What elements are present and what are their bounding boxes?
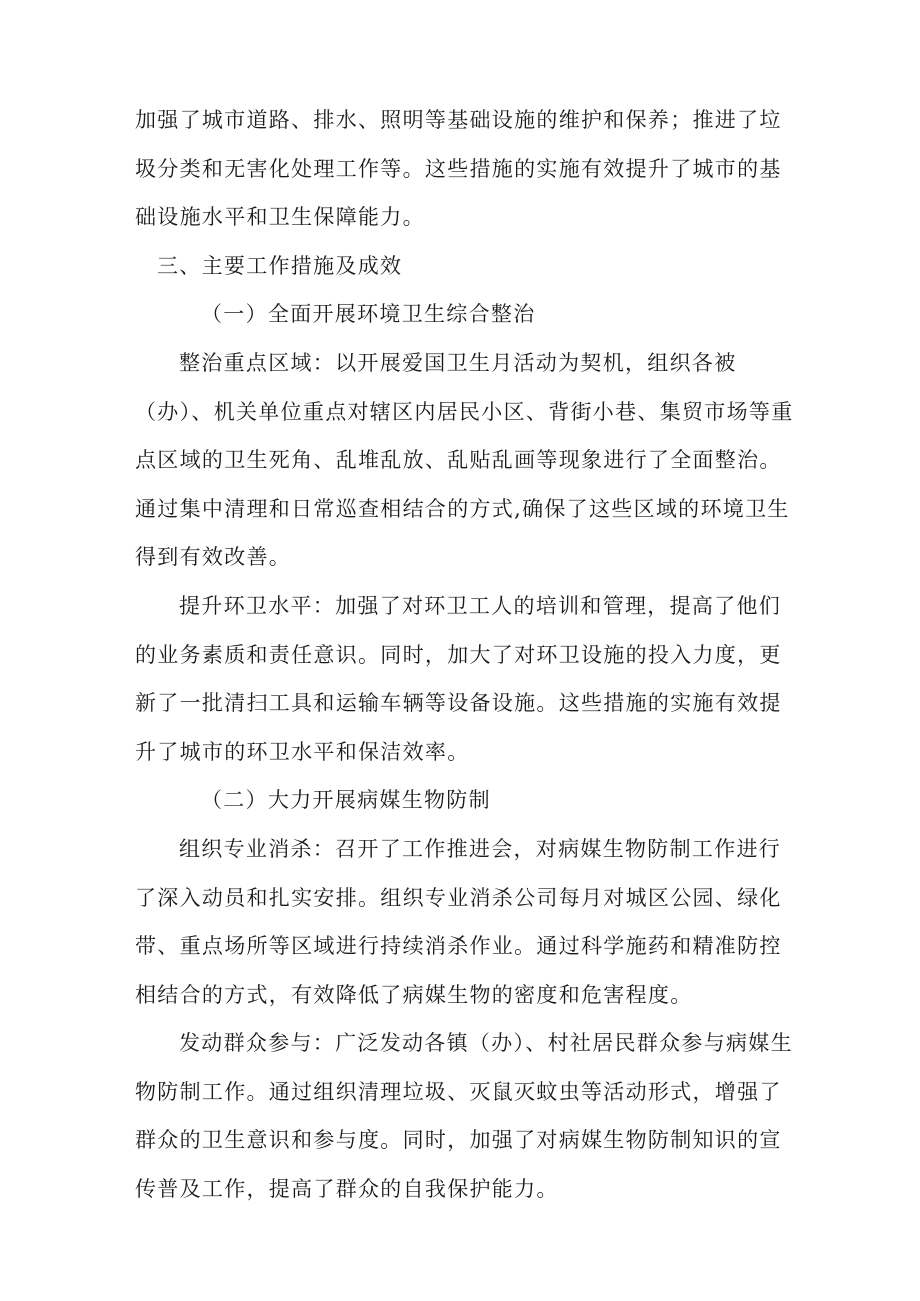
- paragraph-sanitation-level: 提升环卫水平：加强了对环卫工人的培训和管理，提高了他们的业务素质和责任意识。同时，加大了对环卫设施的投入力度，更新了一批清扫工具和运输车辆等设备设施。这些措施的实施有效提升了城市的环卫水平和保洁效率。: [135, 593, 782, 764]
- subsection-heading-1: （一）全面开展环境卫生综合整治: [201, 302, 536, 327]
- paragraph-key-areas: 整治重点区域：以开展爱国卫生月活动为契机，组织各被（办）、机关单位重点对辖区内居民小区、背街小巷、集贸市场等重点区域的卫生死角、乱堆乱放、乱贴乱画等现象进行了全面整治。通过集中清理和日常巡查相结合的方式,确保了这些区域的环境卫生得到有效改善。: [135, 350, 794, 570]
- paragraph-public-participation: 发动群众参与：广泛发动各镇（办）、村社居民群众参与病媒生物防制工作。通过组织清理垃圾、灭鼠灭蚊虫等活动形式，增强了群众的卫生意识和参与度。同时，加强了对病媒生物防制知识的宣传普及工作，提高了群众的自我保护能力。: [135, 1031, 793, 1202]
- subsection-heading-2: （二）大力开展病媒生物防制: [201, 788, 491, 813]
- document-body: [135, 96, 795, 1214]
- section-heading: 三、主要工作措施及成效: [157, 253, 403, 278]
- paragraph-continued: 加强了城市道路、排水、照明等基础设施的维护和保养；推进了垃圾分类和无害化处理工作等。这些措施的实施有效提升了城市的基础设施水平和卫生保障能力。: [135, 108, 782, 230]
- paragraph-disinfection: 组织专业消杀：召开了工作推进会，对病媒生物防制工作进行了深入动员和扎实安排。组织专业消杀公司每月对城区公园、绿化带、重点场所等区域进行持续消杀作业。通过科学施药和精准防控相结合的方式，有效降低了病媒生物的密度和危害程度。: [135, 836, 782, 1007]
